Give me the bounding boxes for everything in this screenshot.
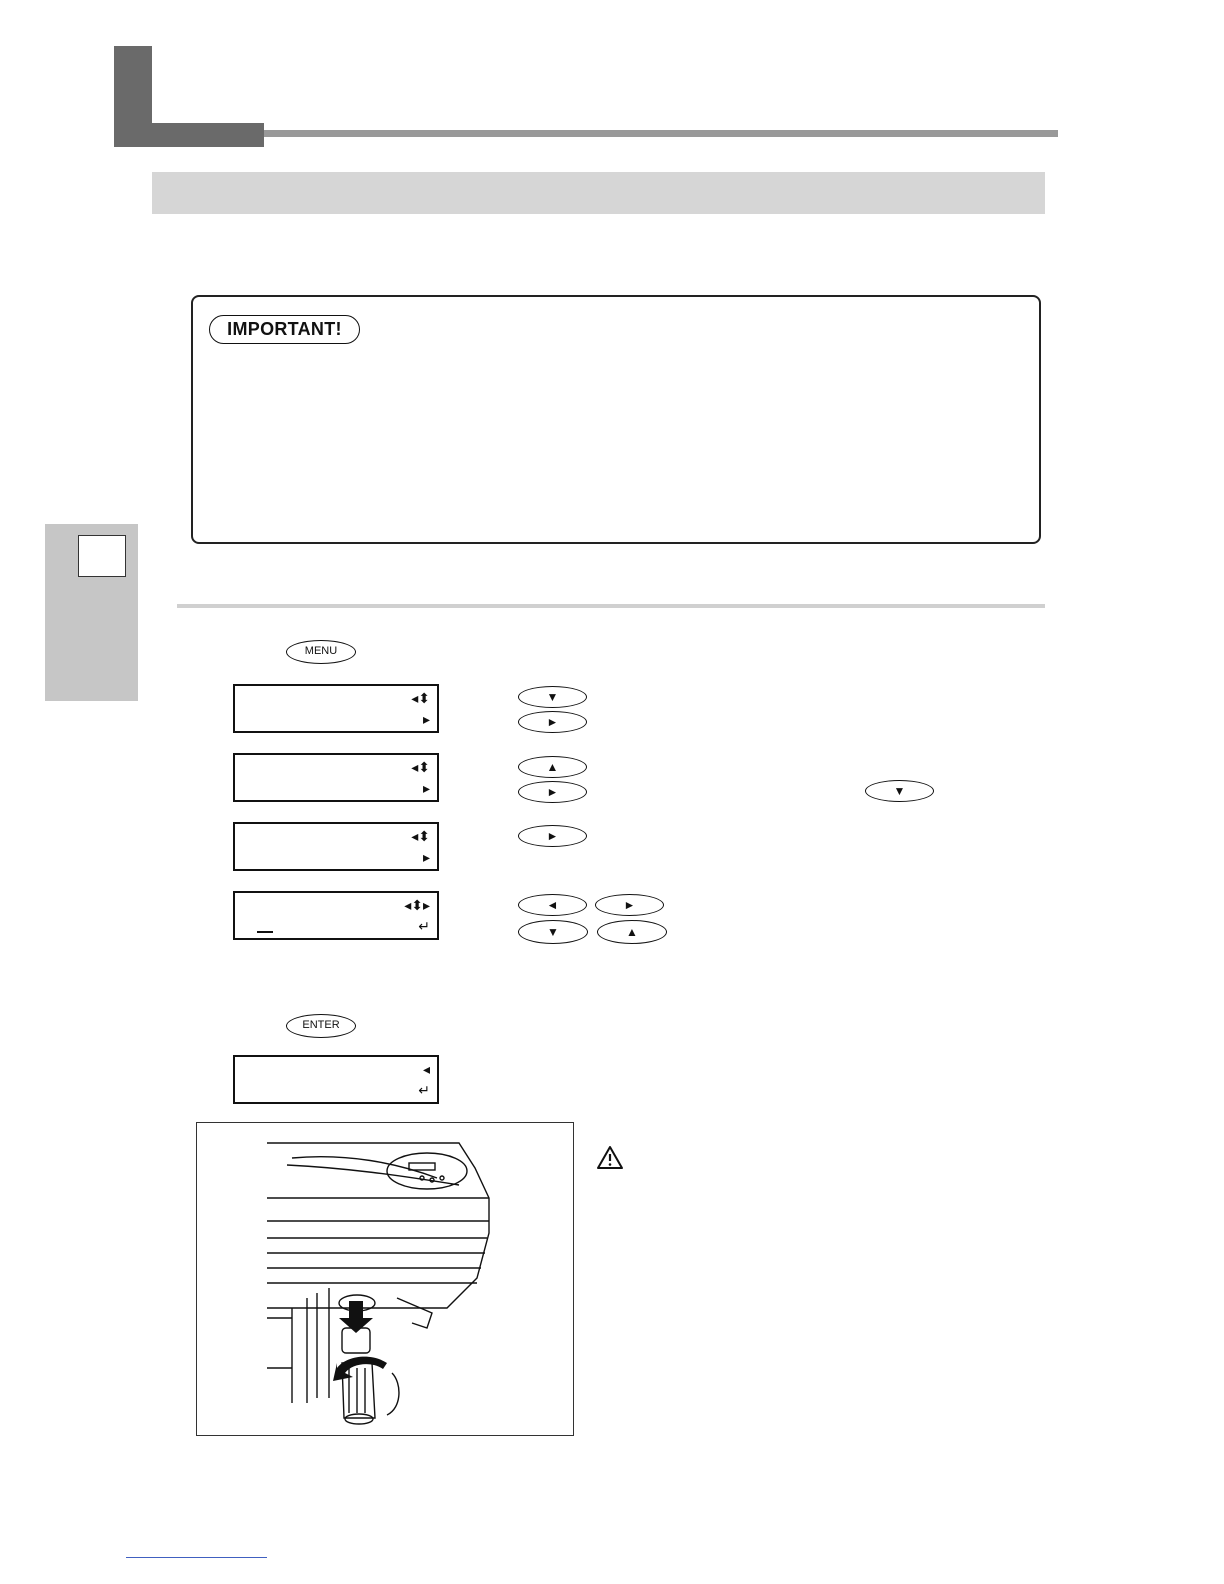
lcd-indicator-right: ▸: [422, 780, 430, 796]
lcd-display-3: [233, 822, 439, 871]
right-key: ►: [595, 894, 664, 916]
section-title-band: [152, 172, 1045, 214]
lcd-display-1: [233, 684, 439, 733]
right-key: ►: [518, 825, 587, 847]
warning-icon: [596, 1145, 624, 1170]
lcd-indicator-updown: ◂⬍: [411, 759, 430, 775]
lcd-indicator-left: ◂: [422, 1061, 430, 1077]
lcd-display-5: [233, 1055, 439, 1104]
lcd-cursor: [257, 931, 273, 933]
lcd-indicator-updown: ◂⬍: [411, 690, 430, 706]
left-key: ◄: [518, 894, 587, 916]
right-key: ►: [518, 781, 587, 803]
enter-key: ENTER: [286, 1014, 356, 1038]
right-key: ►: [518, 711, 587, 733]
down-key: ▼: [518, 686, 587, 708]
menu-key: MENU: [286, 640, 356, 664]
lcd-display-4: [233, 891, 439, 940]
lcd-indicator-enter: ↵: [418, 918, 430, 934]
printer-drawing: [197, 1123, 572, 1434]
lcd-indicator-right: ▸: [422, 711, 430, 727]
printer-illustration: [196, 1122, 574, 1436]
lcd-indicator-enter: ↵: [418, 1082, 430, 1098]
lcd-indicator-all: ◂⬍▸: [404, 897, 430, 913]
lcd-indicator-right: ▸: [422, 849, 430, 865]
up-key: ▲: [597, 920, 667, 944]
down-key: ▼: [518, 920, 588, 944]
up-key: ▲: [518, 756, 587, 778]
side-chapter-number-box: [78, 535, 126, 577]
footer-link-underline: [126, 1557, 267, 1558]
important-label: IMPORTANT!: [209, 315, 360, 344]
lcd-indicator-updown: ◂⬍: [411, 828, 430, 844]
chapter-rule: [264, 130, 1058, 137]
procedure-rule: [177, 604, 1045, 608]
lcd-display-2: [233, 753, 439, 802]
down-key: ▼: [865, 780, 934, 802]
chapter-mark-foot: [114, 123, 264, 147]
